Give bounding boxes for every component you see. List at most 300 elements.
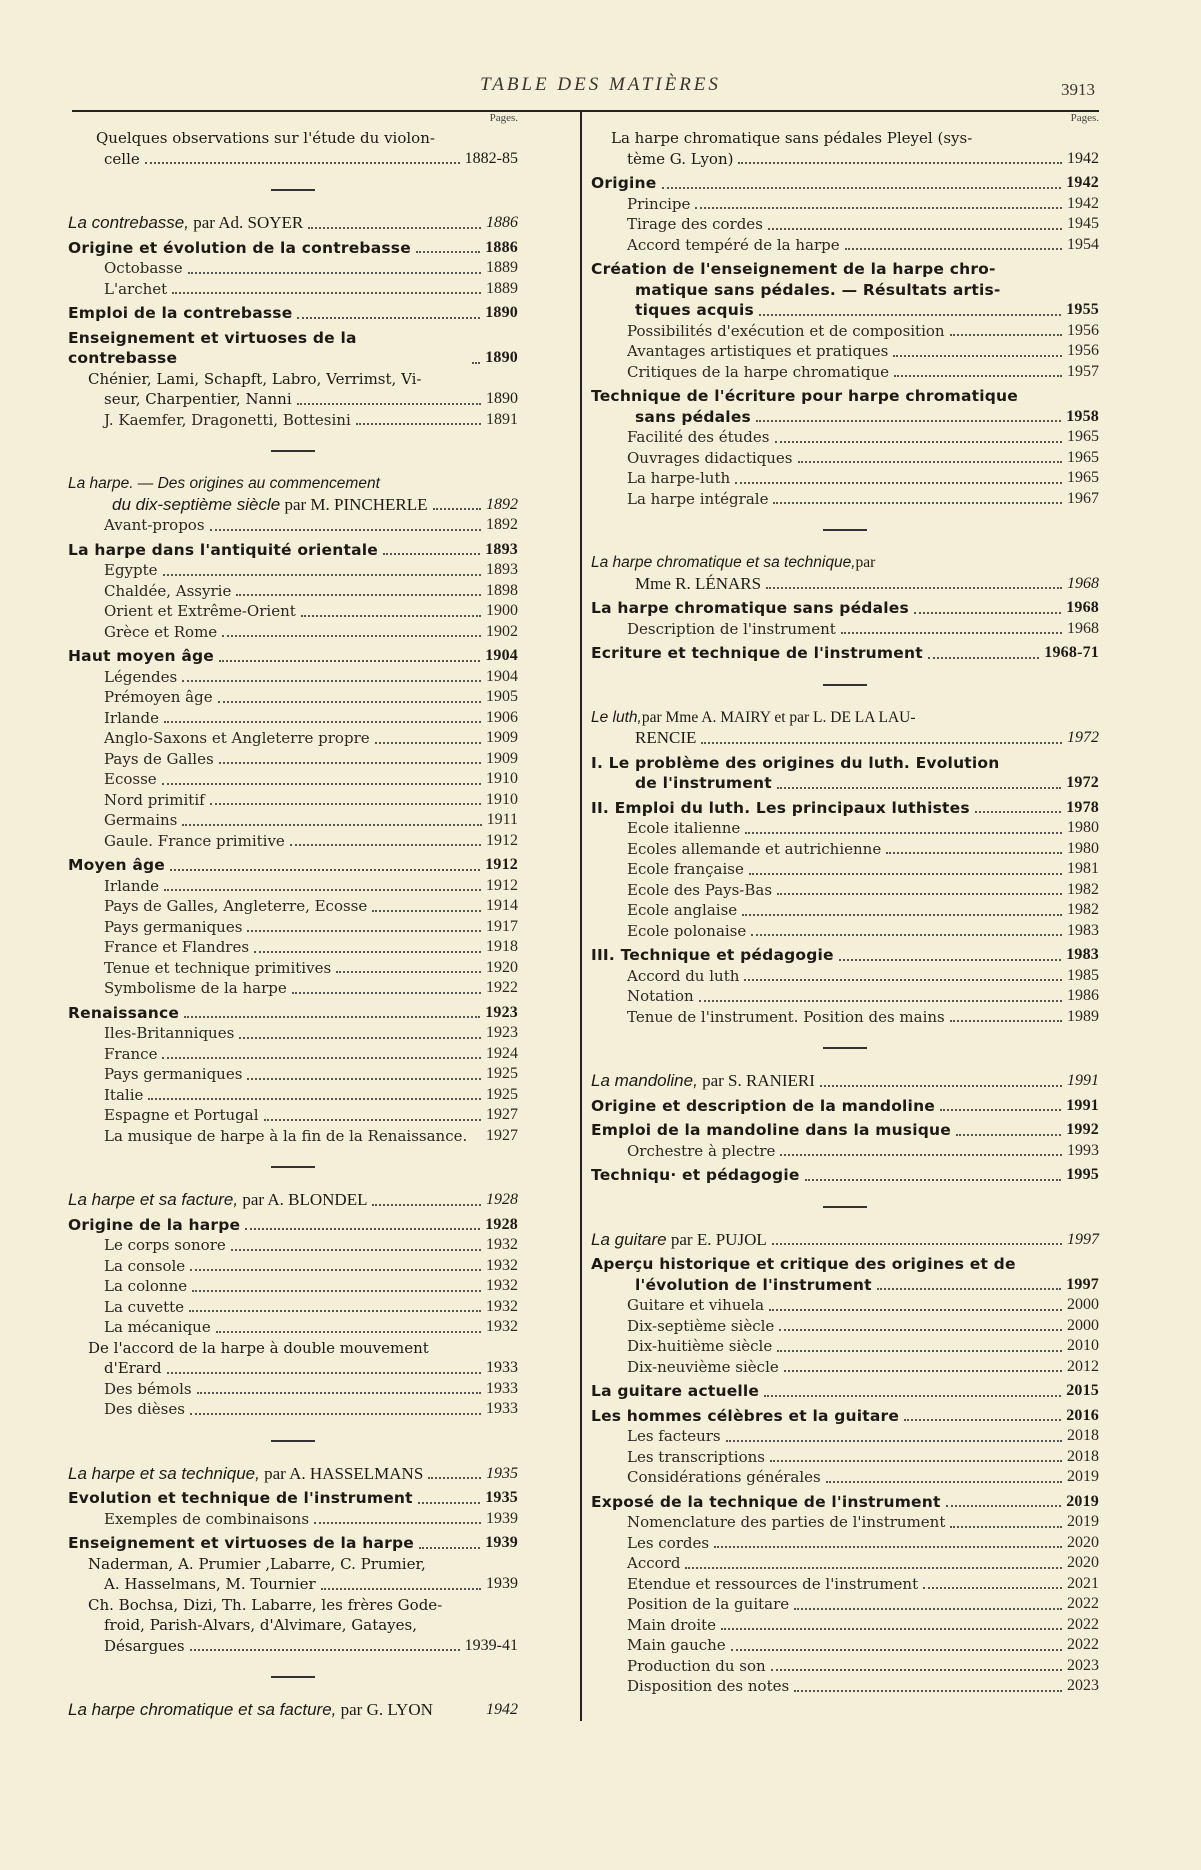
entry-page: 1912	[486, 876, 518, 894]
entry-page: 1968	[1067, 574, 1099, 592]
author-name: Mme R. LÉNARS	[635, 573, 762, 593]
author-entry-title	[68, 1190, 367, 1211]
entry-line	[591, 259, 1099, 280]
dot-leader	[239, 1037, 481, 1039]
toc-entry	[68, 1276, 518, 1297]
entry-text: Naderman, A. Prumier ,Labarre, C. Prumier,	[88, 1554, 426, 1573]
dot-leader	[826, 1481, 1062, 1483]
entry-title: Espagne et Portugal	[104, 1106, 259, 1124]
entry-title: Octobasse	[104, 259, 183, 277]
entry-title: Dix-neuvième siècle	[627, 1357, 779, 1376]
entry-title: Le corps sonore	[104, 1236, 226, 1254]
entry-page: 1982	[1067, 880, 1099, 898]
entry-title: celle	[104, 149, 140, 168]
entry-title: Tenue de l'instrument. Position des mains	[627, 1007, 945, 1026]
author-entry	[68, 1190, 518, 1211]
toc-entry	[591, 921, 1099, 942]
dot-leader	[231, 1249, 481, 1251]
entry-title: Chaldée, Assyrie	[104, 581, 232, 600]
entry-page: 1918	[486, 938, 518, 955]
dot-leader	[771, 1669, 1062, 1671]
dot-leader	[749, 873, 1062, 875]
dot-leader	[714, 1546, 1062, 1548]
entry-page: 1914	[486, 897, 518, 914]
toc-entry	[591, 1406, 1099, 1427]
entry-title: Nord primitif	[104, 790, 205, 809]
entry-page: 1935	[485, 1489, 518, 1506]
toc-entry	[591, 1553, 1099, 1574]
entry-page: 1942	[1067, 194, 1099, 212]
entry-title: tème G. Lyon)	[627, 149, 734, 168]
toc-entry	[68, 687, 518, 708]
dot-leader	[695, 207, 1062, 209]
dot-leader	[738, 162, 1062, 164]
entry-title: La colonne	[104, 1277, 188, 1295]
entry-page: 2018	[1067, 1447, 1099, 1465]
entry-title: Prémoyen âge	[104, 688, 213, 706]
entry-page: 1935	[486, 1464, 518, 1482]
toc-entry	[591, 1656, 1099, 1677]
toc-entry	[591, 149, 1099, 170]
entry-title: La console	[104, 1256, 186, 1275]
toc-entry	[591, 945, 1099, 966]
entry-title: La harpe-luth	[627, 469, 731, 487]
dot-leader	[216, 1331, 481, 1333]
entry-title: Pays germaniques	[104, 1065, 243, 1083]
entry-page: 1956	[1067, 342, 1099, 359]
author-name: RENCIE	[635, 728, 697, 747]
toc-entry	[591, 468, 1099, 489]
entry-title: Gaule. France primitive	[104, 831, 285, 850]
entry-page: 1957	[1067, 362, 1099, 380]
toc-entry	[591, 1381, 1099, 1402]
entry-page: 1956	[1067, 321, 1099, 339]
dot-leader	[290, 844, 481, 846]
page-number: 3913	[1061, 80, 1095, 99]
entry-page: 1965	[1067, 469, 1099, 486]
dot-leader	[745, 832, 1062, 834]
dot-leader	[148, 1098, 481, 1100]
entry-title: Les cordes	[627, 1533, 710, 1552]
entry-title: Irlande	[104, 876, 159, 895]
author-work-title: La harpe et sa facture,	[68, 1190, 239, 1209]
entry-page: 1923	[485, 1003, 518, 1021]
dot-leader	[247, 1078, 481, 1080]
toc-entry	[591, 1357, 1099, 1378]
entry-page: 1927	[486, 1106, 518, 1123]
dot-leader	[772, 1243, 1062, 1245]
dot-leader	[167, 1372, 481, 1374]
author-entry-title	[68, 213, 303, 234]
toc-multiline-entry	[591, 753, 1099, 794]
toc-entry	[591, 427, 1099, 448]
toc-entry	[68, 810, 518, 831]
entry-title: Iles-Britanniques	[104, 1024, 235, 1042]
dot-leader	[950, 1020, 1062, 1022]
entry-page: 1955	[1066, 301, 1099, 318]
entry-text: De l'accord de la harpe à double mouvement	[88, 1338, 429, 1357]
entry-page: 1911	[486, 811, 518, 828]
entry-page: 1932	[486, 1256, 518, 1274]
entry-page: 1890	[486, 390, 518, 407]
entry-title: Exemples de combinaisons	[104, 1509, 310, 1528]
entry-page: 1942	[1067, 149, 1099, 167]
entry-title: Emploi de la mandoline dans la musique	[591, 1121, 951, 1139]
dot-leader	[164, 889, 481, 891]
entry-title: Anglo-Saxons et Angleterre propre	[104, 729, 370, 747]
toc-entry	[68, 410, 518, 431]
entry-title: Ecosse	[104, 770, 157, 788]
entry-title: Ecriture et technique de l'instrument	[591, 644, 923, 662]
author-entry	[591, 708, 1099, 749]
author-line	[68, 474, 518, 495]
section-separator	[823, 1047, 867, 1049]
entry-page: 2019	[1067, 1513, 1099, 1530]
entry-page: 1968	[1066, 599, 1099, 616]
entry-title: A. Hasselmans, M. Tournier	[104, 1575, 316, 1593]
dot-leader	[940, 1109, 1061, 1111]
dot-leader	[301, 615, 481, 617]
entry-page: 1933	[486, 1379, 518, 1397]
entry-title: tiques acquis	[635, 301, 754, 319]
entry-page: 1893	[486, 561, 518, 578]
entry-title: Ouvrages didactiques	[627, 448, 793, 467]
entry-title: Renaissance	[68, 1003, 180, 1022]
toc-entry	[591, 1165, 1099, 1186]
right-column-entries	[591, 128, 1099, 1697]
entry-page: 1933	[486, 1359, 518, 1376]
entry-title: Emploi de la contrebasse	[68, 304, 293, 322]
dot-leader	[416, 251, 480, 253]
entry-title: Avant-propos	[104, 516, 205, 534]
toc-multiline-entry	[591, 128, 1099, 169]
toc-entry	[68, 515, 518, 536]
entry-title: Tenue et technique primitives	[104, 958, 332, 977]
entry-text: Chénier, Lami, Schapft, Labro, Verrimst, Vi-	[88, 369, 422, 388]
entry-page: 2020	[1067, 1554, 1099, 1571]
entry-page: 2016	[1066, 1406, 1099, 1424]
dot-leader	[189, 1310, 481, 1312]
entry-page: 2021	[1067, 1574, 1099, 1592]
entry-title: France et Flandres	[104, 938, 250, 956]
dot-leader	[726, 1440, 1062, 1442]
entry-title: Pays de Galles, Angleterre, Ecosse	[104, 897, 368, 915]
entry-text: Technique de l'écriture pour harpe chromatique	[591, 387, 1019, 405]
entry-title: III. Technique et pédagogie	[591, 946, 834, 964]
entry-page: 1891	[486, 410, 518, 428]
entry-page: 1997	[1066, 1275, 1099, 1293]
toc-entry	[68, 622, 518, 643]
dot-leader	[372, 1204, 481, 1206]
entry-title: La harpe chromatique sans pédales	[591, 599, 909, 617]
dot-leader	[336, 971, 481, 973]
entry-title: Ecole des Pays-Bas	[627, 880, 773, 899]
entry-title: L'archet	[104, 279, 168, 298]
entry-title: l'évolution de l'instrument	[635, 1275, 872, 1294]
entry-title: Des dièses	[104, 1400, 185, 1418]
toc-entry	[68, 560, 518, 581]
entry-title: Exposé de la technique de l'instrument	[591, 1492, 941, 1511]
dot-leader	[428, 1477, 481, 1479]
dot-leader	[769, 1309, 1062, 1311]
dot-leader	[777, 787, 1061, 789]
entry-page: 1890	[485, 304, 518, 321]
entry-title: Principe	[627, 194, 691, 213]
toc-entry	[591, 1141, 1099, 1162]
entry-title: Orchestre à plectre	[627, 1141, 776, 1160]
section-separator	[823, 529, 867, 531]
entry-page: 1923	[486, 1024, 518, 1041]
entry-page: 1925	[486, 1085, 518, 1103]
entry-page: 1928	[486, 1191, 518, 1208]
entry-page: 1932	[486, 1236, 518, 1253]
author-entry	[68, 213, 518, 234]
entry-title: Ecole polonaise	[627, 921, 747, 940]
entry-line	[591, 280, 1099, 301]
entry-title: Enseignement et virtuoses de la harpe	[68, 1534, 414, 1552]
toc-entry	[68, 149, 518, 170]
toc-entry	[591, 300, 1099, 321]
dot-leader	[768, 228, 1062, 230]
dot-leader	[766, 587, 1062, 589]
section-separator	[823, 684, 867, 686]
toc-entry	[68, 1379, 518, 1400]
entry-page: 1886	[486, 214, 518, 231]
dot-leader	[699, 1000, 1062, 1002]
toc-entry	[68, 1256, 518, 1277]
entry-page: 1985	[1067, 966, 1099, 984]
entry-title: Désargues	[104, 1636, 185, 1655]
entry-page: 1933	[486, 1400, 518, 1417]
entry-title: Pays germaniques	[104, 917, 243, 936]
right-column	[591, 112, 1099, 1697]
toc-entry	[68, 978, 518, 999]
author-line	[591, 553, 1099, 574]
toc-entry	[68, 1636, 518, 1657]
entry-line	[68, 1615, 518, 1636]
entry-title: Irlande	[104, 708, 159, 727]
entry-title: II. Emploi du luth. Les principaux luthistes	[591, 798, 970, 817]
entry-title: Symbolisme de la harpe	[104, 979, 287, 997]
toc-entry	[591, 1533, 1099, 1554]
toc-entry	[591, 1120, 1099, 1141]
toc-entry	[68, 790, 518, 811]
toc-entry	[591, 235, 1099, 256]
entry-text: I. Le problème des origines du luth. Evolution	[591, 753, 1000, 772]
toc-entry	[68, 749, 518, 770]
dot-leader	[375, 742, 481, 744]
entry-title: Légendes	[104, 667, 178, 686]
entry-page: 1939	[485, 1534, 518, 1551]
entry-title: Guitare et vihuela	[627, 1296, 765, 1314]
dot-leader	[773, 502, 1062, 504]
entry-page: 1898	[486, 581, 518, 599]
entry-page: 2000	[1067, 1316, 1099, 1334]
entry-title: Pays de Galles	[104, 749, 214, 768]
entry-page: 1958	[1066, 407, 1099, 425]
dot-leader	[162, 1057, 481, 1059]
entry-title: Moyen âge	[68, 856, 165, 874]
entry-text: Création de l'enseignement de la harpe chro-	[591, 260, 996, 278]
toc-entry	[68, 1105, 518, 1126]
running-header-title: TABLE DES MATIÈRES	[480, 74, 721, 95]
toc-entry	[591, 818, 1099, 839]
entry-page: 2019	[1066, 1492, 1099, 1510]
entry-title: France	[104, 1044, 158, 1063]
dot-leader	[254, 951, 481, 953]
author-line-title	[635, 728, 696, 749]
toc-entry	[68, 831, 518, 852]
dot-leader	[777, 893, 1062, 895]
entry-page: 1980	[1067, 819, 1099, 836]
toc-entry	[68, 728, 518, 749]
toc-entry	[591, 1492, 1099, 1513]
entry-page: 1932	[486, 1318, 518, 1335]
entry-page: 1917	[486, 917, 518, 935]
entry-title: Avantages artistiques et pratiques	[627, 342, 889, 360]
dot-leader	[805, 1179, 1062, 1181]
toc-entry	[68, 1003, 518, 1024]
dot-leader	[759, 314, 1061, 316]
entry-page: 1991	[1067, 1072, 1099, 1089]
entry-page: 1904	[486, 667, 518, 685]
entry-page: 1912	[485, 856, 518, 873]
entry-title: Les hommes célèbres et la guitare	[591, 1406, 900, 1425]
entry-title: Techniqu· et pédagogie	[591, 1166, 800, 1184]
toc-entry	[591, 839, 1099, 860]
entry-page: 1993	[1067, 1141, 1099, 1159]
entry-page: 1924	[486, 1044, 518, 1062]
entry-page: 1906	[486, 708, 518, 726]
dot-leader	[245, 1228, 480, 1230]
toc-entry	[591, 619, 1099, 640]
entry-page: 1910	[486, 790, 518, 808]
dot-leader	[188, 272, 481, 274]
dot-leader	[192, 1290, 481, 1292]
toc-entry	[591, 798, 1099, 819]
author-line	[68, 495, 518, 516]
dot-leader	[210, 529, 481, 531]
author-entry	[591, 1230, 1099, 1251]
entry-page: 1965	[1067, 448, 1099, 466]
entry-title: Tirage des cordes	[627, 215, 763, 233]
dot-leader	[886, 852, 1062, 854]
entry-line	[68, 1554, 518, 1575]
toc-entry	[68, 937, 518, 958]
entry-title: Grèce et Rome	[104, 622, 218, 641]
entry-line	[591, 128, 1099, 149]
toc-entry	[591, 448, 1099, 469]
entry-page: 1983	[1066, 946, 1099, 963]
dot-leader	[219, 660, 480, 662]
author-entry	[68, 1700, 518, 1721]
entry-text: Ch. Bochsa, Dizi, Th. Labarre, les frères Gode-	[88, 1595, 443, 1614]
toc-entry	[591, 773, 1099, 794]
toc-entry	[591, 194, 1099, 215]
dot-leader	[190, 1269, 481, 1271]
toc-entry	[68, 1488, 518, 1509]
dot-leader	[182, 824, 481, 826]
entry-title: Main droite	[627, 1615, 717, 1634]
toc-entry	[591, 1336, 1099, 1357]
entry-page: 1927	[486, 1126, 518, 1144]
toc-multiline-entry	[68, 369, 518, 410]
entry-page: 1991	[1066, 1096, 1099, 1114]
dot-leader	[419, 1547, 480, 1549]
entry-page: 1909	[486, 729, 518, 746]
left-column	[68, 112, 518, 1721]
entry-page: 1972	[1066, 774, 1099, 791]
entry-title: Origine	[591, 174, 657, 192]
toc-entry	[591, 1096, 1099, 1117]
entry-page: 1986	[1067, 987, 1099, 1004]
toc-entry	[591, 598, 1099, 619]
entry-title: Ecole française	[627, 860, 744, 878]
toc-entry	[68, 1023, 518, 1044]
dot-leader	[894, 375, 1062, 377]
entry-page: 2023	[1067, 1677, 1099, 1694]
dot-leader	[210, 803, 481, 805]
author-line	[591, 708, 1099, 729]
entry-title: La mécanique	[104, 1318, 211, 1336]
entry-title: Accord	[627, 1554, 681, 1572]
dot-leader	[701, 742, 1062, 744]
entry-line	[591, 1254, 1099, 1275]
entry-title: Etendue et ressources de l'instrument	[627, 1574, 919, 1593]
entry-line	[591, 386, 1099, 407]
toc-entry	[591, 1574, 1099, 1595]
toc-entry	[591, 407, 1099, 428]
entry-title: Description de l'instrument	[627, 619, 836, 638]
author-entry-title	[68, 1700, 433, 1721]
dot-leader	[236, 594, 481, 596]
entry-title: Dix-huitième siècle	[627, 1337, 773, 1355]
toc-entry	[68, 389, 518, 410]
author-entry	[68, 474, 518, 515]
dot-leader	[433, 508, 481, 510]
entry-page: 1995	[1066, 1166, 1099, 1183]
dot-leader	[184, 1016, 480, 1018]
entry-page: 1992	[1066, 1121, 1099, 1138]
dot-leader	[770, 1460, 1062, 1462]
entry-page: 1912	[486, 831, 518, 849]
dot-leader	[845, 248, 1062, 250]
author-name: par	[855, 554, 876, 571]
entry-title: Les facteurs	[627, 1427, 721, 1445]
entry-title: Dix-septième siècle	[627, 1316, 775, 1335]
entry-title: Accord du luth	[627, 966, 740, 985]
dot-leader	[164, 721, 481, 723]
column-divider	[580, 111, 582, 1721]
dot-leader	[923, 1587, 1062, 1589]
dot-leader	[247, 930, 481, 932]
toc-entry	[591, 643, 1099, 664]
toc-entry	[68, 708, 518, 729]
entry-line	[68, 369, 518, 390]
toc-multiline-entry	[68, 128, 518, 169]
entry-text: La harpe chromatique sans pédales Pleyel (sys-	[611, 129, 973, 147]
entry-page: 2000	[1067, 1296, 1099, 1313]
entry-title: Production du son	[627, 1656, 766, 1675]
author-name: par Ad. SOYER	[188, 213, 304, 232]
pages-label: Pages.	[1070, 112, 1099, 124]
dot-leader	[777, 1350, 1062, 1352]
dot-leader	[794, 1690, 1062, 1692]
dot-leader	[950, 1526, 1062, 1528]
entry-title: Notation	[627, 987, 694, 1005]
entry-title: Considérations générales	[627, 1468, 821, 1486]
toc-entry	[591, 880, 1099, 901]
